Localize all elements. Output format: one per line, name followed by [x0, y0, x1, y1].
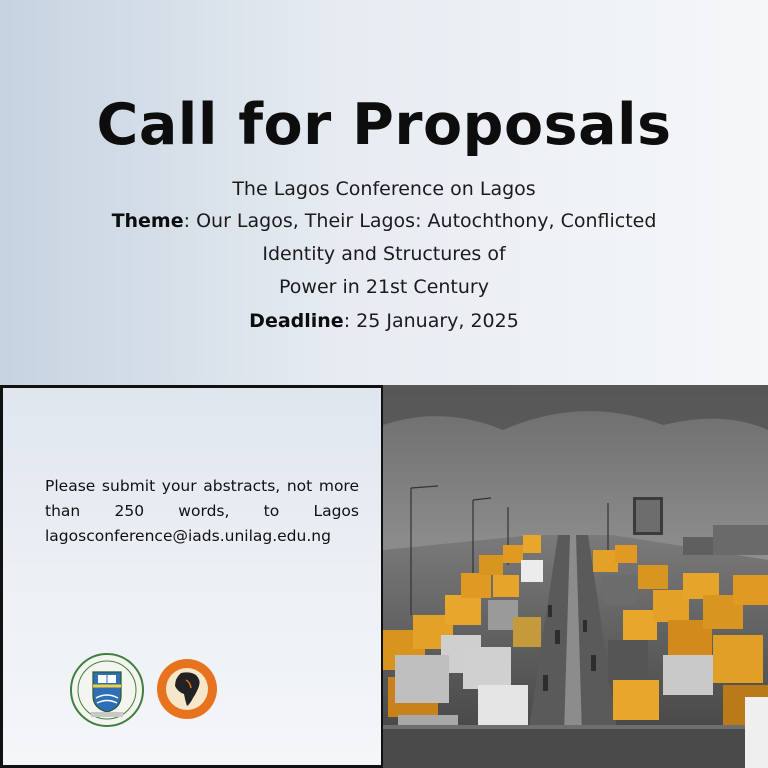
conference-name: The Lagos Conference on Lagos — [232, 178, 536, 200]
traffic-jam-bridge-photo — [383, 385, 768, 768]
theme-label: Theme — [111, 210, 184, 232]
theme-text: : Our Lagos, Their Lagos: Autochthony, Conflicted — [183, 210, 657, 232]
deadline-label: Deadline — [249, 310, 344, 332]
university-crest-logo — [69, 652, 145, 728]
submission-instructions: Please submit your abstracts, not more than 250 words, to Lagos lagosconference@iads.unilag.edu.ng — [45, 477, 359, 545]
submission-panel — [0, 385, 383, 768]
theme-line-3: Power in 21st Century — [279, 276, 489, 298]
page-title: Call for Proposals — [96, 92, 672, 158]
theme-line — [0, 210, 768, 232]
institute-emblem-logo — [156, 658, 218, 720]
traffic-photo-illustration — [383, 385, 768, 768]
theme-line-2: Identity and Structures of — [262, 243, 506, 265]
deadline-line — [0, 310, 768, 332]
deadline-date: : 25 January, 2025 — [343, 310, 519, 332]
